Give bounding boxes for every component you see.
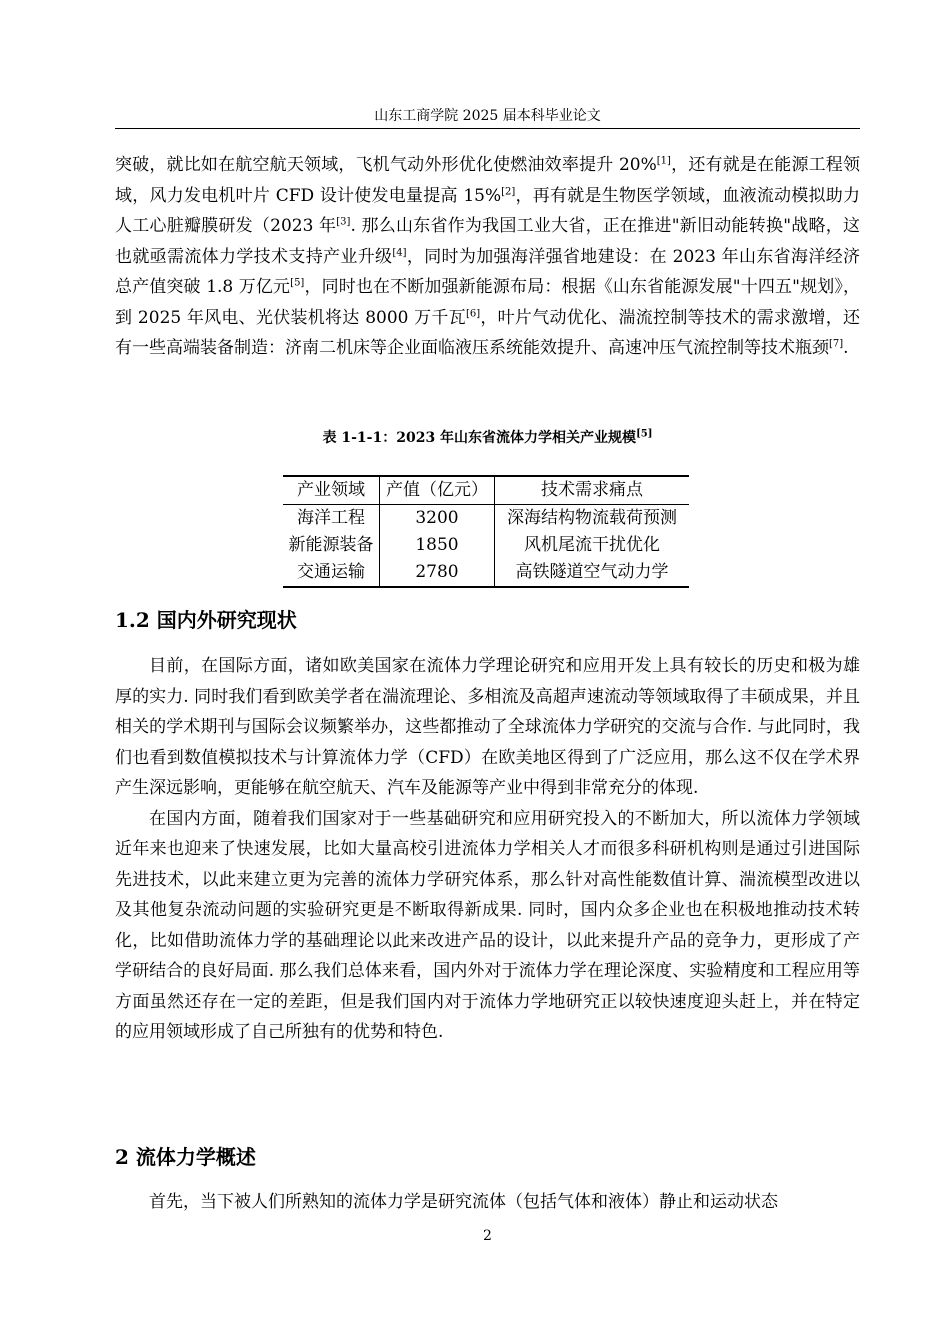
table-row [283, 559, 689, 587]
table-cell: 1850 [380, 532, 495, 559]
citation-1: [1] [656, 155, 671, 167]
table-caption-citation: [5] [636, 428, 653, 440]
running-header: 山东工商学院 2025 届本科毕业论文 [374, 108, 601, 124]
paragraph-domestic: 在国内方面，随着我们国家对于一些基础研究和应用研究投入的不断加大，所以流体力学领域近年来也迎来了快速发展，比如大量高校引进流体力学相关人才而很多科研机构则是通过引进国际先进技术，以此来建立更为完善的流体力学研究体系，那么针对高性能数值计算、湍流模型改进以及其他复杂流动问题的实验研究更是不断取得新成果. 同时，国内众多企业也在积极地推动技术转化，比如借助流体力学的基础理论以此来改进产品的设计，以此来提升产品的竞争力，更形成了产学研结合的良好局面. 那么我们总体来看，国内外对于流体力学在理论深度、实验精度和工程应用等方面虽然还存在一定的差距，但是我们国内对于流体力学地研究正以较快速度迎头赶上，并在特定的应用领域形成了自己所独有的优势和特色. [115, 808, 860, 1042]
header-rule [115, 128, 860, 129]
paragraph-international: 目前，在国际方面，诸如欧美国家在流体力学理论研究和应用开发上具有较长的历史和极为雄厚的实力. 同时我们看到欧美学者在湍流理论、多相流及高超声速流动等领域取得了丰硕成果，并且相关的学术期刊与国际会议频繁举办，这些都推动了全球流体力学研究的交流与合作. 与此同时，我们也看到数值模拟技术与计算流体力学（CFD）在欧美地区得到了广泛应用，那么这不仅在学术界产生深远影响，更能够在航空航天、汽车及能源等产业中得到非常充分的体现. [115, 656, 860, 798]
table-cell: 深海结构物流载荷预测 [507, 508, 677, 528]
table-cell: 交通运输 [283, 559, 380, 587]
intro-text-2: ，还有就是在能源工程领域，风力发电机叶片 CFD 设计使发电量提高 15% [115, 155, 860, 206]
section-heading-1-2: 1.2 国内外研究现状 [115, 608, 297, 632]
table-cell: 新能源装备 [283, 532, 380, 559]
table-cell: 风机尾流干扰优化 [524, 535, 660, 555]
intro-text-5: ，同时为加强海洋强省地建设：在 2023 年山东省海洋经济总产值突破 1.8 万亿元 [115, 246, 861, 297]
citation-6: [6] [465, 307, 481, 319]
citation-2: [2] [501, 185, 516, 197]
table-cell: 3200 [380, 505, 495, 533]
citation-7: [7] [829, 338, 844, 350]
table-cell: 海洋工程 [283, 505, 380, 533]
intro-text-1: 突破，就比如在航空航天领域，飞机气动外形优化使燃油效率提升 20% [115, 155, 657, 175]
intro-text-6: ，同时也在不断加强新能源布局：根据《山东省能源发展"十四五"规划》，到 2025 年风电、光伏装机将达 8000 万千瓦 [115, 277, 860, 328]
citation-5: [5] [290, 277, 305, 289]
citation-3: [3] [336, 216, 351, 228]
table-row [283, 505, 689, 533]
table-cell: 2780 [380, 559, 495, 587]
intro-text-4: . 那么山东省作为我国工业大省，正在推进"新旧动能转换"战略，这也就亟需流体力学技术支持产业升级 [115, 216, 860, 267]
industry-scale-table [283, 475, 689, 588]
section-1-2-body [115, 651, 860, 1048]
citation-4: [4] [392, 246, 407, 258]
table-cell: 高铁隧道空气动力学 [515, 562, 669, 582]
intro-text-3: ，再有就是生物医学领域，血液流动模拟助力人工心脏瓣膜研发（2023 年 [115, 185, 860, 236]
column-header-industry: 产业领域 [283, 476, 380, 505]
table-caption-text: 表 1-1-1：2023 年山东省流体力学相关产业规模 [322, 430, 637, 446]
column-header-output: 产值（亿元） [380, 476, 495, 505]
intro-paragraph [115, 150, 860, 364]
table-row [283, 532, 689, 559]
intro-text-7: ，叶片气动优化、湍流控制等技术的需求激增，还有一些高端装备制造：济南二机床等企业面临液压系统能效提升、高速冲压气流控制等技术瓶颈 [115, 307, 860, 358]
intro-text-8: . [843, 338, 849, 358]
paragraph-fluid-mechanics-intro: 首先，当下被人们所熟知的流体力学是研究流体（包括气体和液体）静止和运动状态 [149, 1192, 778, 1212]
section-heading-2: 2 流体力学概述 [115, 1145, 256, 1169]
table-caption [115, 428, 860, 448]
column-header-pain-points: 技术需求痛点 [541, 480, 643, 500]
table-header-row [283, 476, 689, 505]
page-number: 2 [483, 1228, 492, 1244]
section-2-body [115, 1187, 860, 1218]
